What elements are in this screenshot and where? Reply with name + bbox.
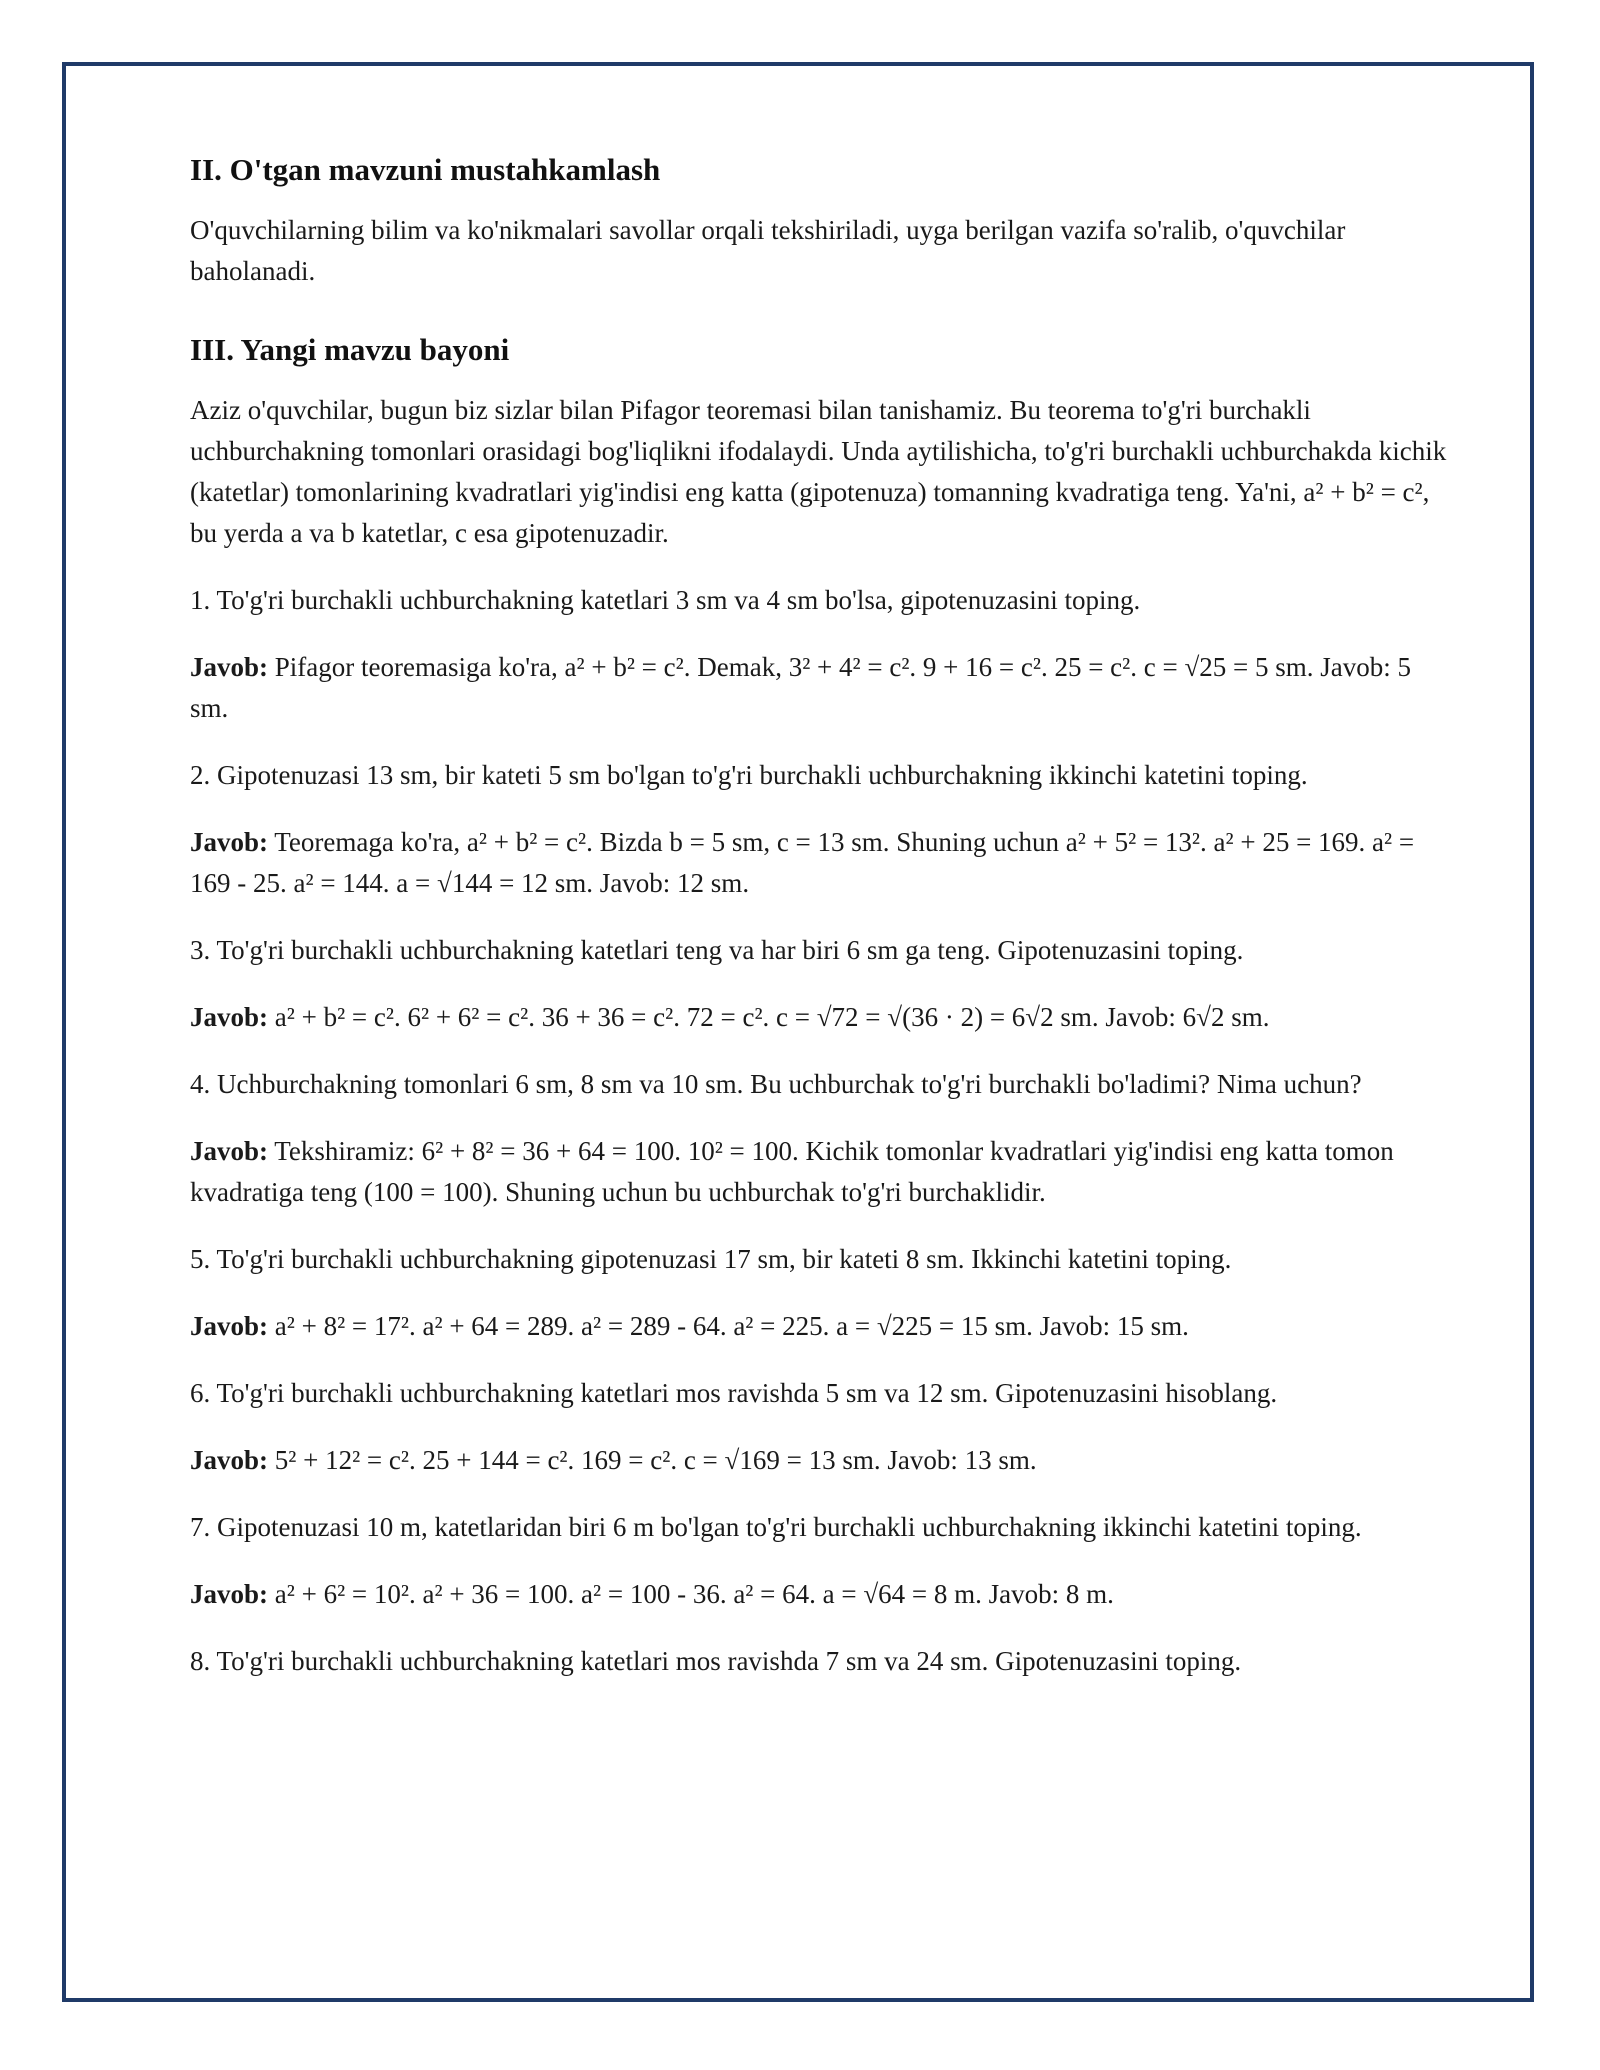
problem-question: 2. Gipotenuzasi 13 sm, bir kateti 5 sm bo'lgan to'g'ri burchakli uchburchakning ikkinchi katetini toping. [190, 760, 1308, 790]
answer-label: Javob: [190, 1136, 269, 1166]
answer-text: Pifagor teoremasiga ko'ra, a² + b² = c². Demak, 3² + 4² = c². 9 + 16 = c². 25 = c². c = √25 = 5 sm. Javob: 5 sm. [190, 652, 1412, 723]
answer-label: Javob: [190, 1002, 269, 1032]
problem-question: 7. Gipotenuzasi 10 m, katetlaridan biri 6 m bo'lgan to'g'ri burchakli uchburchakning ikkinchi katetini toping. [190, 1512, 1362, 1542]
problem-question: 4. Uchburchakning tomonlari 6 sm, 8 sm va 10 sm. Bu uchburchak to'g'ri burchakli bo'ladimi? Nima uchun? [190, 1069, 1362, 1099]
answer-label: Javob: [190, 1579, 269, 1609]
problem-question: 6. To'g'ri burchakli uchburchakning katetlari mos ravishda 5 sm va 12 sm. Gipotenuzasini hisoblang. [190, 1378, 1278, 1408]
problem-question: 1. To'g'ri burchakli uchburchakning katetlari 3 sm va 4 sm bo'lsa, gipotenuzasini toping. [190, 585, 1141, 615]
section-paragraph-review: O'quvchilarning bilim va ko'nikmalari savollar orqali tekshiriladi, uyga berilgan vazifa so'ralib, o'quvchilar baholanadi. [190, 215, 1346, 286]
problem-answer [190, 647, 1450, 729]
problem-answer [190, 1440, 1450, 1481]
answer-text: a² + 8² = 17². a² + 64 = 289. a² = 289 - 64. a² = 225. a = √225 = 15 sm. Javob: 15 sm. [274, 1311, 1189, 1341]
answer-text: Tekshiramiz: 6² + 8² = 36 + 64 = 100. 10² = 100. Kichik tomonlar kvadratlari yig'indisi eng katta tomon kvadratiga teng (100 = 100). Shuning uchun bu uchburchak to'g'ri burchaklidir. [190, 1136, 1394, 1207]
section-paragraph-new-topic: Aziz o'quvchilar, bugun biz sizlar bilan Pifagor teoremasi bilan tanishamiz. Bu teorema to'g'ri burchakli uchburchakning tomonlari orasidagi bog'liqlikni ifodalaydi. Unda aytilishicha, to'g'ri burchakli uchburchakda kichik (katetlar) tomonlarining kvadratlari yig'indisi eng katta (gipotenuza) tomanning kvadratiga teng. Ya'ni, a² + b² = c², bu yerda a va b katetlar, c esa gipotenuzadir. [190, 395, 1447, 548]
problem-answer [190, 1574, 1450, 1615]
problem-answer [190, 822, 1450, 904]
answer-label: Javob: [190, 1311, 269, 1341]
answer-text: a² + b² = c². 6² + 6² = c². 36 + 36 = c². 72 = c². c = √72 = √(36 · 2) = 6√2 sm. Javob: 6√2 sm. [274, 1002, 1270, 1032]
answer-text: 5² + 12² = c². 25 + 144 = c². 169 = c². c = √169 = 13 sm. Javob: 13 sm. [274, 1445, 1037, 1475]
answer-label: Javob: [190, 1445, 269, 1475]
document-content [190, 150, 1450, 1708]
problem-question: 8. To'g'ri burchakli uchburchakning katetlari mos ravishda 7 sm va 24 sm. Gipotenuzasini toping. [190, 1646, 1242, 1676]
problem-answer [190, 1306, 1450, 1347]
problem-question: 3. To'g'ri burchakli uchburchakning katetlari teng va har biri 6 sm ga teng. Gipotenuzasini toping. [190, 935, 1244, 965]
section-heading-new-topic: III. Yangi mavzu bayoni [190, 332, 510, 367]
answer-label: Javob: [190, 827, 269, 857]
answer-text: Teoremaga ko'ra, a² + b² = c². Bizda b = 5 sm, c = 13 sm. Shuning uchun a² + 5² = 13². a² + 25 = 169. a² = 169 - 25. a² = 144. a = √144 = 12 sm. Javob: 12 sm. [190, 827, 1415, 898]
answer-label: Javob: [190, 652, 269, 682]
answer-text: a² + 6² = 10². a² + 36 = 100. a² = 100 - 36. a² = 64. a = √64 = 8 m. Javob: 8 m. [274, 1579, 1114, 1609]
section-heading-review: II. O'tgan mavzuni mustahkamlash [190, 152, 661, 187]
problem-answer [190, 1131, 1450, 1213]
problem-question: 5. To'g'ri burchakli uchburchakning gipotenuzasi 17 sm, bir kateti 8 sm. Ikkinchi katetini toping. [190, 1244, 1232, 1274]
problem-answer [190, 997, 1450, 1038]
